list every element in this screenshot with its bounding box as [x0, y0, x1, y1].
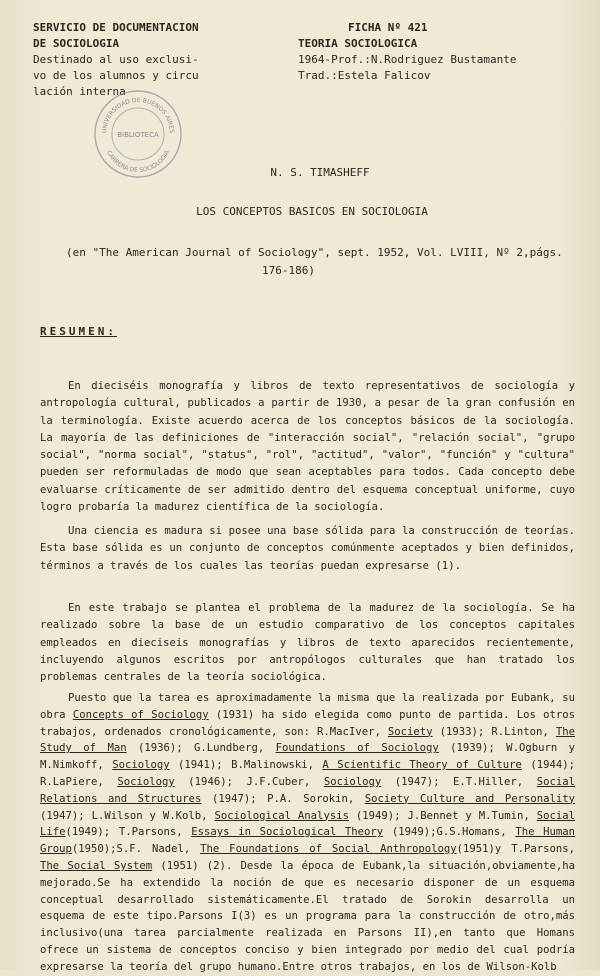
p4-text: Puesto que la tarea es aproximadamente la misma que la realizada por Eubank, su obra	[40, 692, 575, 721]
paragraph-1	[40, 378, 575, 516]
book-title: Social Relations and Structures	[40, 775, 575, 805]
p4-text: (1950);S.F. Nadel,	[71, 843, 201, 856]
p4-text: (1933); R.Linton,	[432, 725, 556, 738]
header-usage-line2: vo de los alumnos y circu	[33, 69, 199, 82]
stamp-bottom-text: CARRERA DE SOCIOLOGIA	[105, 149, 171, 175]
book-title: The Study of Man	[40, 725, 575, 755]
paragraph-2-text: Una ciencia es madura si posee una base sólida para la construcción de teorías. Esta base sólida es un conjunto de conceptos comúnmente aceptados y bien definidos, términos a través de los cuales las teorías puedan expresarse (1).	[40, 525, 575, 572]
paragraph-3-text: En este trabajo se plantea el problema de la madurez de la sociología. Se ha realizado sobre la base de un estudio comparativo de los conceptos capitales empleados en dieciseis monografías y libros de texto aparecidos recientemente, incluyendo algunos escritos por antropólogos culturales que han tratado los problemas centrales de la teoría sociológica.	[40, 602, 575, 684]
p4-text: (1951) (2). Desde la época de Eubank,la situación,obviamente,ha mejorado.Se ha extendido la noción de que es necesario disponer de un esquema conceptual desarrollado sistemáticamente.El tratado de Sorokin desarrolla un esquema de este tipo.Parsons I(3) es un programa para la construcción de otro,más inclusivo(una tarea parcialmente realizada en Parsons II),en tanto que Homans ofrece un sistema de conceptos conciso y bien integrado por medio del cual podría expresarse la teoría del grupo humano.Entre otros trabajos, en los de Wilson-Kolb	[40, 859, 575, 973]
p4-text: (1947); L.Wilson y W.Kolb,	[40, 809, 215, 822]
book-title: Essays in Sociological Theory	[191, 826, 384, 839]
svg-text:UNIVERSIDAD DE BUENOS AIRES	[101, 97, 175, 134]
p4-text: (1939); W.Ogburn y M.Nimkoff,	[40, 742, 575, 772]
translator-line: Trad.:Estela Falicov	[298, 69, 431, 82]
book-title: A Scientific Theory of Culture	[322, 759, 522, 772]
header-institution-line1: SERVICIO DE DOCUMENTACION	[33, 21, 199, 34]
header-right	[298, 20, 598, 84]
citation	[66, 244, 586, 280]
course-name: TEORIA SOCIOLOGICA	[298, 37, 418, 50]
ficha-number: FICHA Nº 421	[348, 21, 428, 34]
book-title: Sociology	[323, 775, 382, 788]
p4-text: (1946); J.F.Cuber,	[174, 775, 324, 788]
book-title: The Foundations of Social Anthropology	[200, 843, 457, 856]
book-title: Sociology	[117, 775, 175, 788]
p4-text: (1947); E.T.Hiller,	[381, 775, 537, 788]
paragraph-2	[40, 523, 575, 575]
book-title: Social Life	[40, 809, 575, 839]
article-title: LOS CONCEPTOS BASICOS EN SOCIOLOGIA	[196, 205, 428, 218]
book-title: Concepts of Sociology	[72, 708, 209, 721]
header-institution-line2: DE SOCIOLOGIA	[33, 37, 120, 50]
book-title: Society Culture and Personality	[364, 792, 575, 805]
p4-text: (1944); R.LaPiere,	[40, 759, 575, 788]
p4-text: (1941); B.Malinowski,	[169, 759, 323, 772]
book-title: Society	[387, 725, 433, 738]
header-usage-line3: lación interna	[33, 85, 126, 98]
p4-text: (1949);G.S.Homans,	[383, 826, 516, 839]
book-title: Sociological Analysis	[214, 809, 349, 822]
book-title: The Social System	[40, 859, 153, 872]
p4-text: (1949); J.Bennet y M.Tumin,	[348, 809, 537, 822]
p4-text: (1947); P.A. Sorokin,	[201, 792, 365, 805]
citation-line2: 176-186)	[262, 264, 315, 277]
paragraph-1-text: En dieciséis monografía y libros de texto representativos de sociología y antropología cultural, publicados a partir de 1930, a pesar de la gran confusión en la terminología. Existe acuerdo acerca de los conceptos básicos de la sociología. La mayoría de las definiciones de "interacción social", "relación social", "grupo social", "norma social", "status", "rol", "actitud", "valor", "función" y "cultura" pueden ser reformuladas de modo que sean aceptables para todos. Cada concepto debe evaluarse críticamente de ser admitido dentro del esquema conceptual uniforme, cuyo logro probaría la madurez científica de la sociología.	[40, 380, 575, 514]
paragraph-3	[40, 600, 575, 686]
citation-line1: (en "The American Journal of Sociology", sept. 1952, Vol. LVIII, Nº 2,págs.	[66, 246, 563, 259]
stamp-top-text: UNIVERSIDAD DE BUENOS AIRES	[100, 96, 176, 134]
author-name: N. S. TIMASHEFF	[270, 166, 370, 179]
book-title: Sociology	[112, 759, 170, 772]
stamp-center-text: BIBLIOTECA	[117, 131, 159, 139]
p4-text: (1951)y T.Parsons,	[456, 843, 575, 856]
p4-text: (1949); T.Parsons,	[65, 826, 192, 839]
header-usage-line1: Destinado al uso exclusi-	[33, 53, 199, 66]
p4-text: (1931) ha sido elegida como punto de partida. Los otros trabajos, ordenados cronológicamente, son: R.MacIver,	[40, 708, 576, 738]
resumen-heading: RESUMEN:	[40, 325, 117, 338]
p4-text: (1936); G.Lundberg,	[126, 742, 276, 755]
book-title: The Human Group	[40, 826, 576, 856]
paragraph-4	[40, 690, 575, 976]
professor-line: 1964-Prof.:N.Rodriguez Bustamante	[298, 53, 517, 66]
book-title: Foundations of Sociology	[275, 742, 439, 755]
